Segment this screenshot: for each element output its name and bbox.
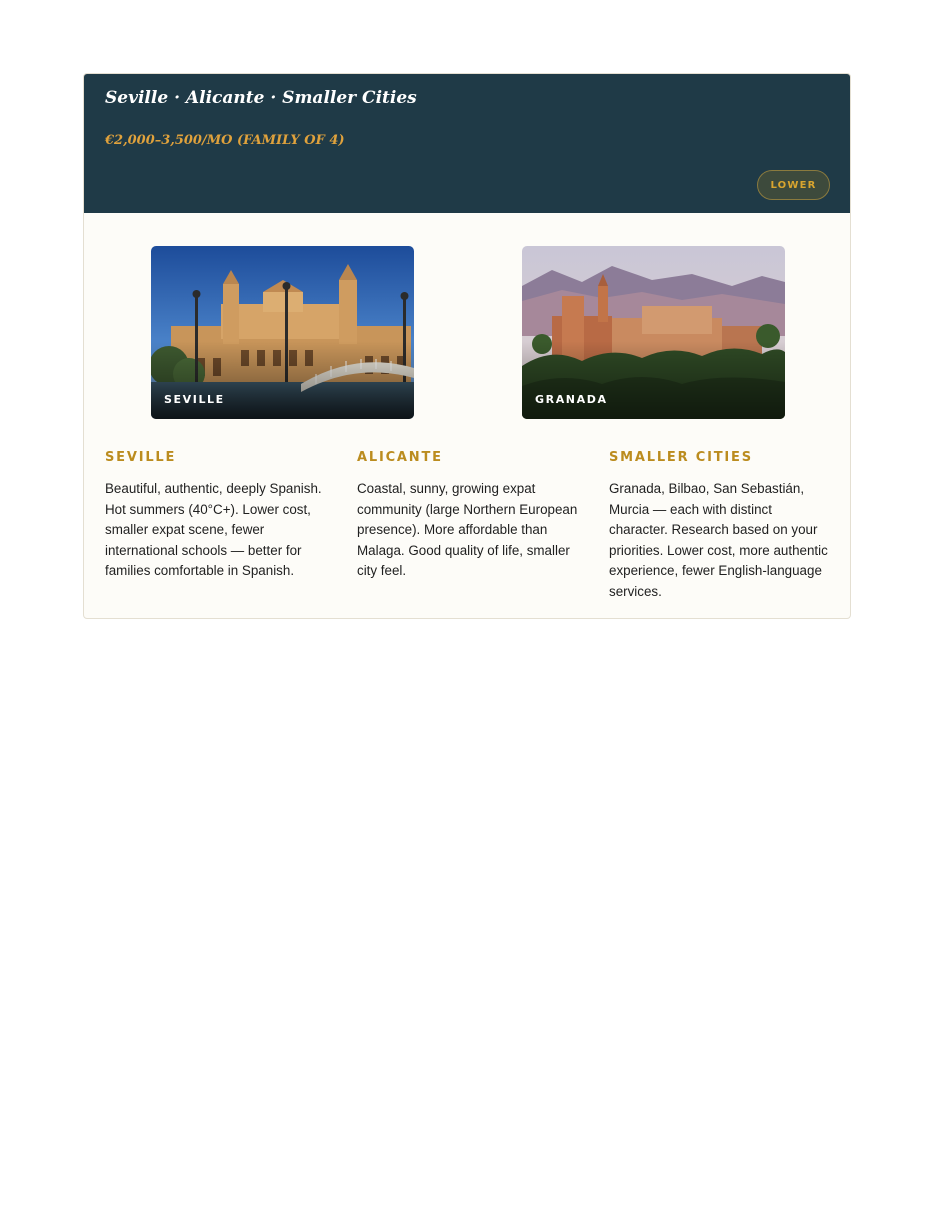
price-range: €2,000–3,500/MO (FAMILY OF 4) xyxy=(105,133,345,148)
card-header xyxy=(84,74,850,213)
granada-photo xyxy=(522,246,785,419)
column-text: Beautiful, authentic, deeply Spanish. Hot summers (40°C+). Lower cost, smaller expat scene, fewer international schools — better for families comfortable in Spanish. xyxy=(105,481,322,579)
column-text: Coastal, sunny, growing expat community (large Northern European presence). More affordable than Malaga. Good quality of life, smaller city feel. xyxy=(357,481,578,579)
column-heading: SMALLER CITIES xyxy=(609,450,753,465)
column-text: Granada, Bilbao, San Sebastián, Murcia — each with distinct character. Research based on your priorities. Lower cost, more authentic experience, fewer English-language services. xyxy=(609,481,828,599)
cost-badge: LOWER xyxy=(757,170,830,200)
city-column-smaller-cities xyxy=(609,450,831,603)
column-heading: SEVILLE xyxy=(105,450,177,465)
city-card xyxy=(83,73,851,619)
column-heading: ALICANTE xyxy=(357,450,443,465)
photo-caption: GRANADA xyxy=(535,393,608,406)
photo-caption: SEVILLE xyxy=(164,393,225,406)
seville-photo xyxy=(151,246,414,419)
city-column-seville xyxy=(105,450,333,582)
city-column-alicante xyxy=(357,450,585,582)
card-title: Seville · Alicante · Smaller Cities xyxy=(105,88,417,108)
